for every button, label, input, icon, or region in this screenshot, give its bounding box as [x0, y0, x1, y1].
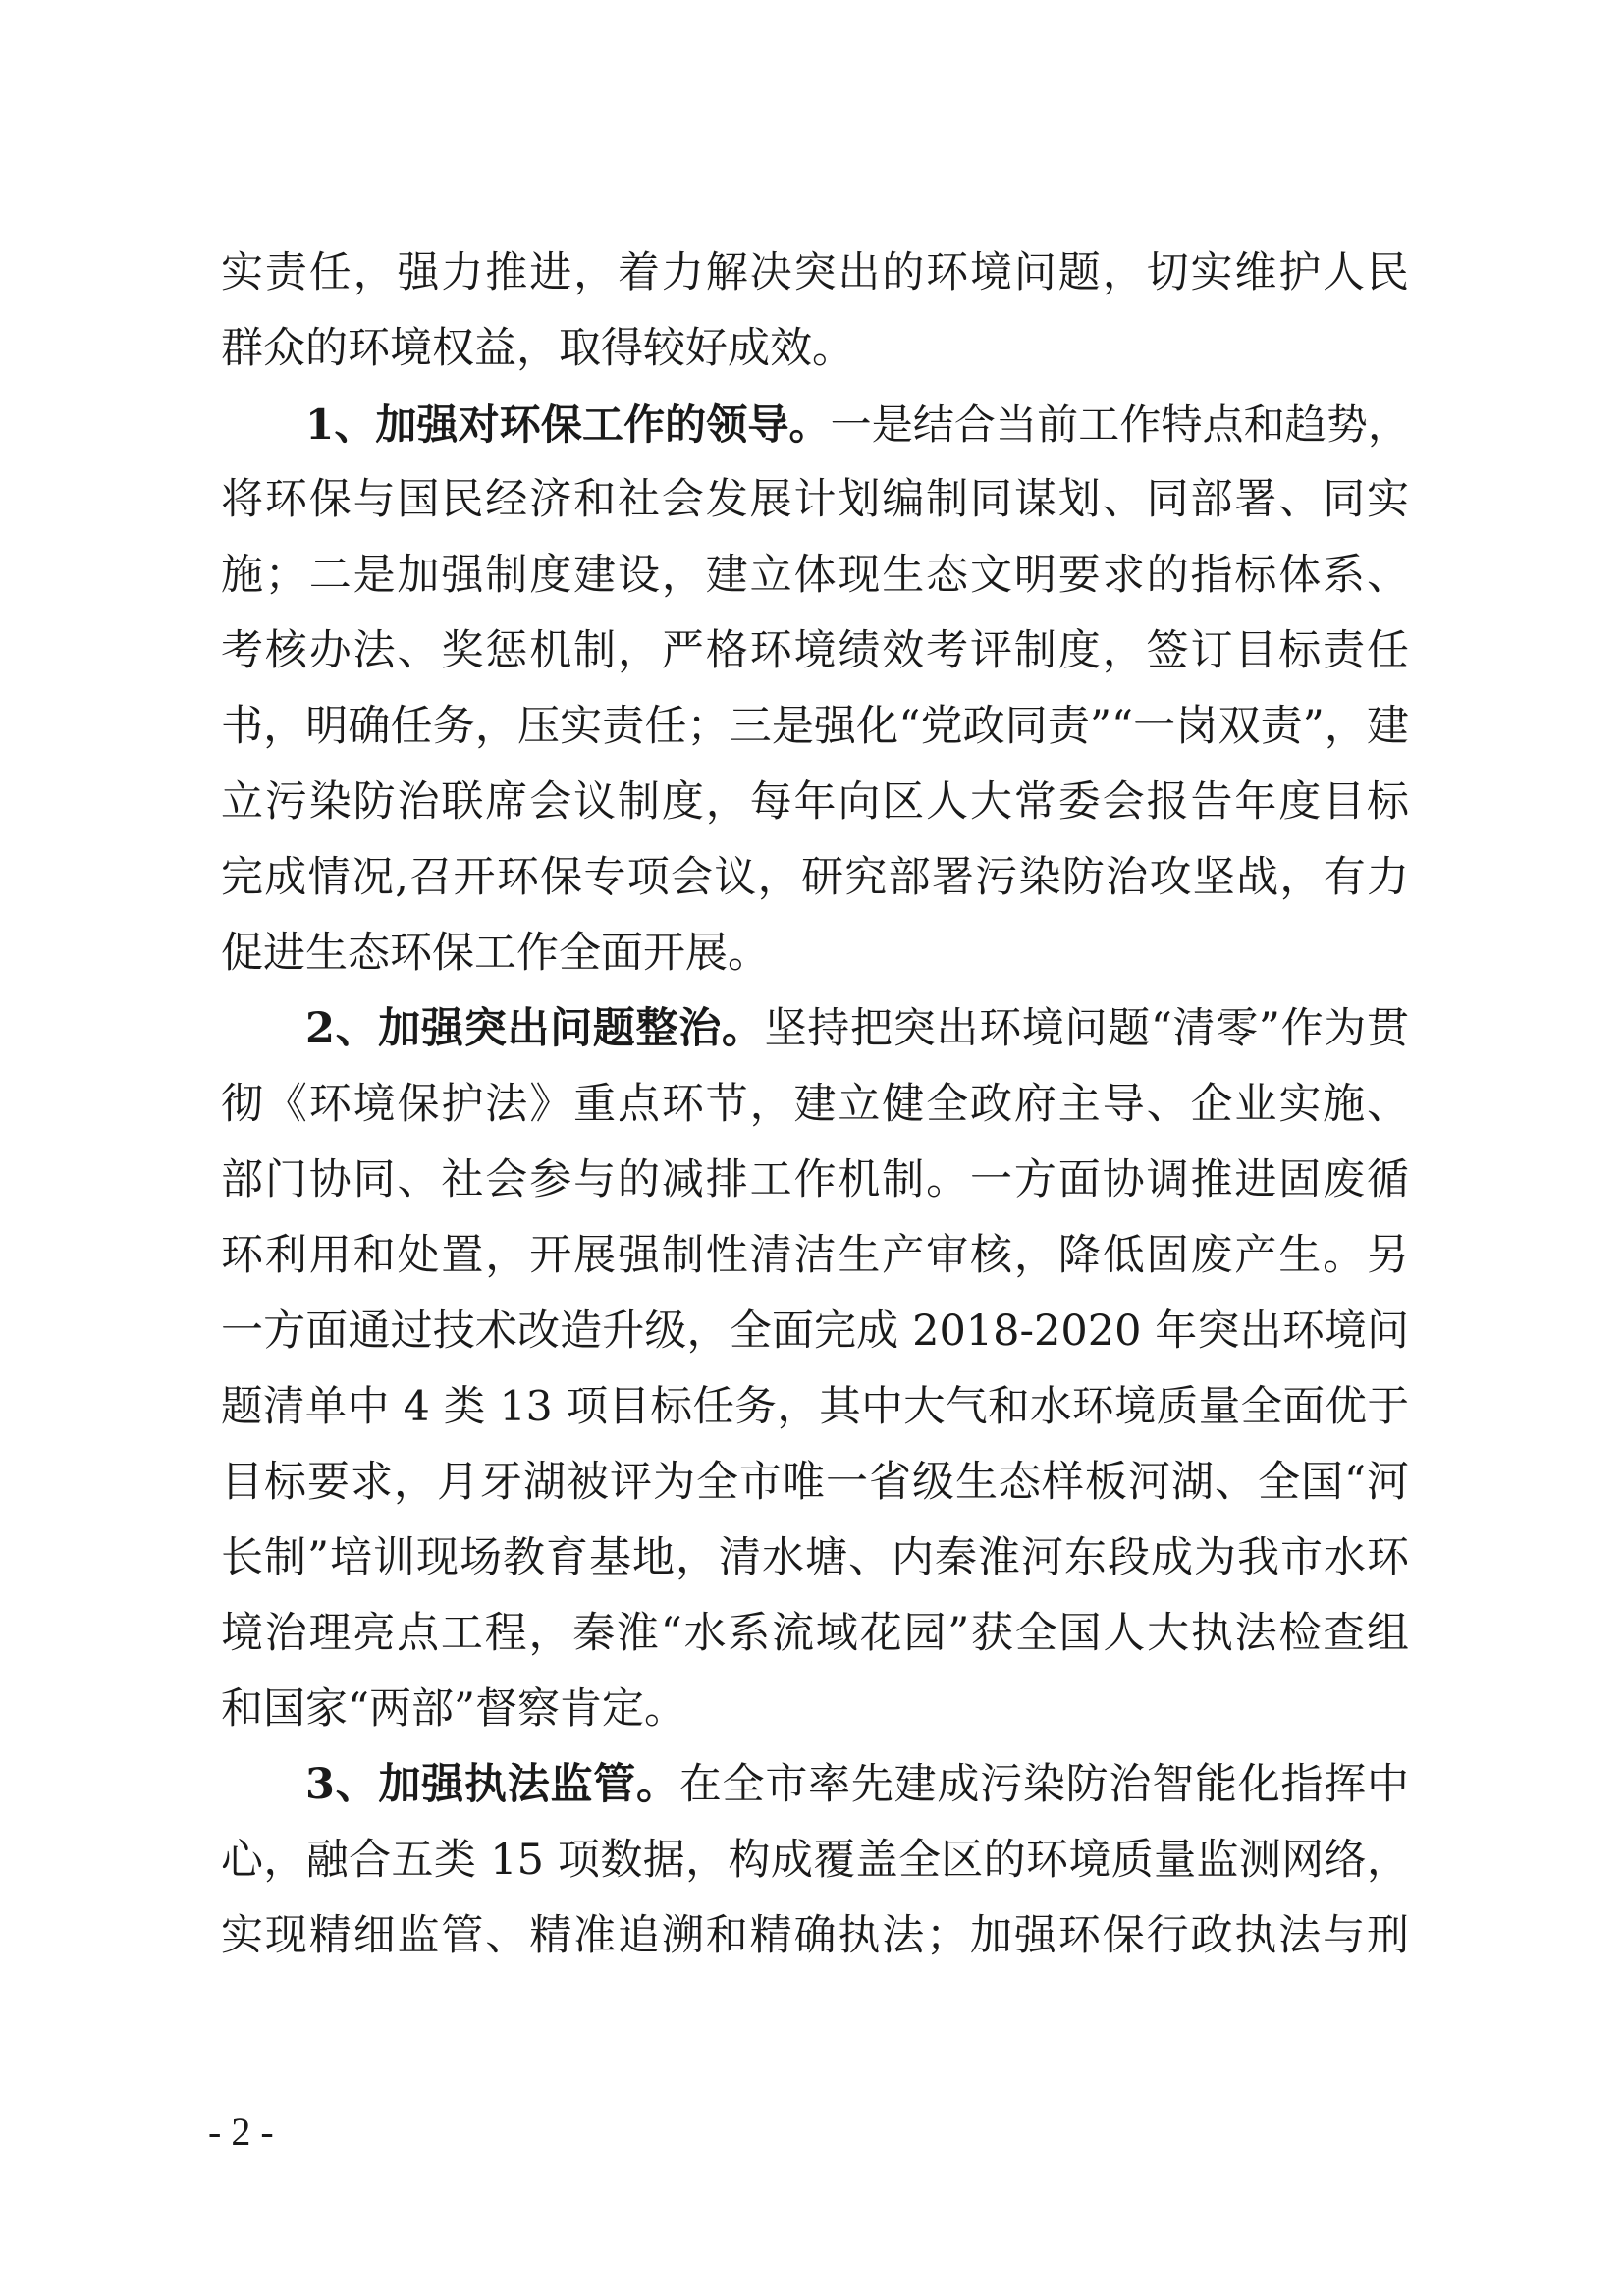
section-1-first-line [221, 387, 1409, 462]
document-body [221, 236, 1409, 1974]
paragraph-line: 群众的环境权益，取得较好成效。 [221, 324, 854, 373]
paragraph-line: 考核办法、奖惩机制，严格环境绩效考评制度，签订目标责任 [221, 626, 1409, 675]
paragraph-line: 完成情况,召开环保专项会议，研究部署污染防治攻坚战，有力 [221, 853, 1409, 902]
section-2-text: 坚持把突出环境问题“清零”作为贯 [764, 1004, 1410, 1053]
paragraph-line: 将环保与国民经济和社会发展计划编制同谋划、同部署、同实 [221, 475, 1409, 524]
paragraph-line: 目标要求，月牙湖被评为全市唯一省级生态样板河湖、全国“河 [221, 1458, 1409, 1507]
paragraph-line: 题清单中 4 类 13 项目标任务，其中大气和水环境质量全面优于 [221, 1383, 1409, 1431]
paragraph-line: 促进生态环保工作全面开展。 [221, 929, 770, 978]
paragraph-line: 彻《环境保护法》重点环节，建立健全政府主导、企业实施、 [221, 1080, 1409, 1129]
section-2-first-line [221, 991, 1409, 1067]
section-2-heading: 2、加强突出问题整治。 [305, 1004, 765, 1053]
paragraph-line: 立污染防治联席会议制度，每年向区人大常委会报告年度目标 [221, 777, 1409, 827]
paragraph-line: 环利用和处置，开展强制性清洁生产审核，降低固废产生。另 [221, 1231, 1409, 1280]
section-3-heading: 3、加强执法监管。 [305, 1760, 679, 1809]
section-1-text: 一是结合当前工作特点和趋势， [830, 400, 1409, 449]
paragraph-line: 书，明确任务，压实责任；三是强化“党政同责”“一岗双责”，建 [221, 702, 1409, 751]
section-3-text: 在全市率先建成污染防治智能化指挥中 [678, 1760, 1410, 1809]
paragraph-line: 境治理亮点工程，秦淮“水系流域花园”获全国人大执法检查组 [221, 1609, 1409, 1658]
paragraph-line: 心，融合五类 15 项数据，构成覆盖全区的环境质量监测网络， [221, 1836, 1409, 1885]
section-3-first-line [221, 1747, 1409, 1823]
paragraph-line: 一方面通过技术改造升级，全面完成 2018-2020 年突出环境问 [221, 1307, 1409, 1356]
section-1-heading: 1、加强对环保工作的领导。 [305, 400, 831, 449]
paragraph-line: 施；二是加强制度建设，建立体现生态文明要求的指标体系、 [221, 551, 1409, 600]
paragraph-line: 和国家“两部”督察肯定。 [221, 1684, 686, 1734]
paragraph-line: 实现精细监管、精准追溯和精确执法；加强环保行政执法与刑 [221, 1911, 1409, 1960]
paragraph-line: 部门协同、社会参与的减排工作机制。一方面协调推进固废循 [221, 1155, 1409, 1204]
paragraph-line: 实责任，强力推进，着力解决突出的环境问题，切实维护人民 [221, 248, 1409, 297]
paragraph-line: 长制”培训现场教育基地，清水塘、内秦淮河东段成为我市水环 [221, 1533, 1409, 1582]
page-number: - 2 - [208, 2109, 274, 2154]
